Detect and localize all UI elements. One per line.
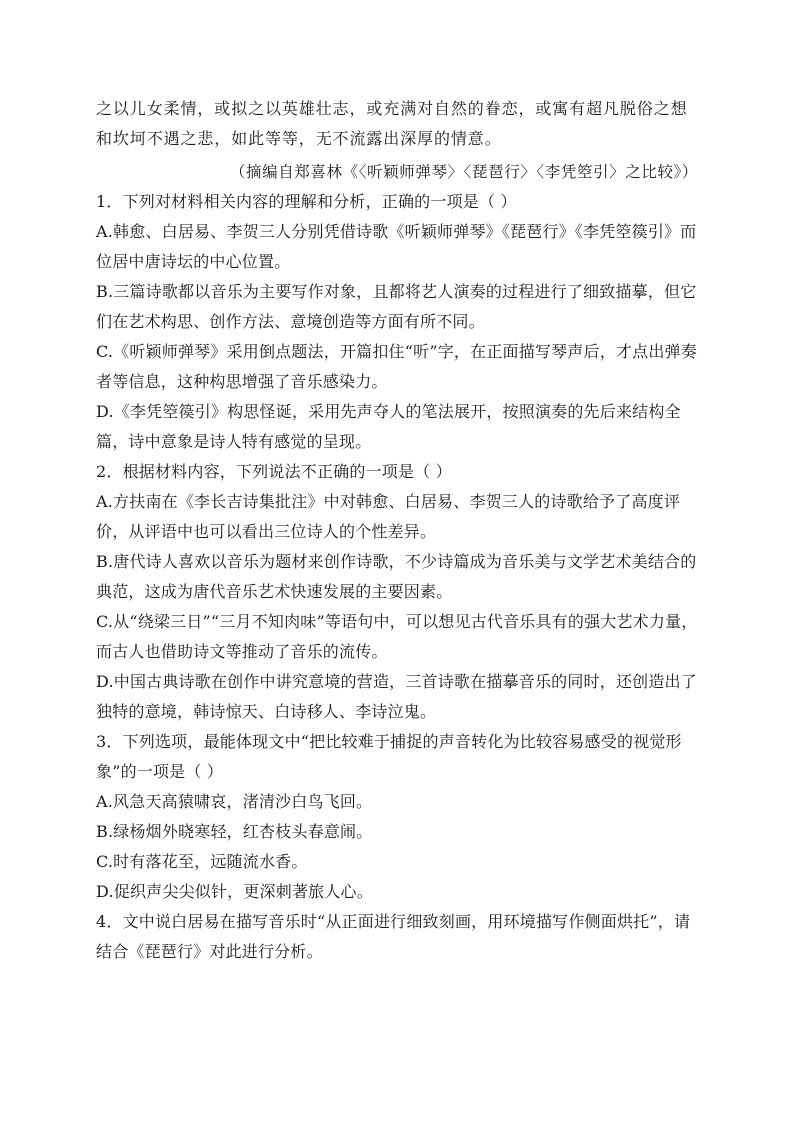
- option-c: C.从“绕梁三日”“三月不知肉味”等语句中，可以想见古代音乐具有的强大艺术力量，而古人也借助诗文等推动了音乐的流传。: [96, 612, 698, 661]
- document-content: [96, 0, 698, 967]
- option-b: B.唐代诗人喜欢以音乐为题材来创作诗歌，不少诗篇成为音乐美与文学艺术美结合的典范，这成为唐代音乐艺术快速发展的主要因素。: [96, 552, 697, 601]
- option-d: D.中国古典诗歌在创作中讲究意境的营造，三首诗歌在描摹音乐的同时，还创造出了独特的意境，韩诗惊天、白诗移人、李诗泣鬼。: [96, 672, 697, 721]
- option-a: A.韩愈、白居易、李贺三人分别凭借诗歌《听颖师弹琴》《琵琶行》《李凭箜篌引》而位居中唐诗坛的中心位置。: [96, 222, 697, 271]
- question-stem: 2．根据材料内容，下列说法不正确的一项是（ ）: [96, 462, 452, 481]
- option-d: D.《李凭箜篌引》构思怪诞，采用先声夺人的笔法展开，按照演奏的先后来结构全篇，诗中意象是诗人特有感觉的呈现。: [96, 402, 681, 451]
- option-a: A.方扶南在《李长吉诗集批注》中对韩愈、白居易、李贺三人的诗歌给予了高度评价，从评语中也可以看出三位诗人的个性差异。: [96, 492, 681, 541]
- option-b: B.三篇诗歌都以音乐为主要写作对象，且都将艺人演奏的过程进行了细致描摹，但它们在艺术构思、创作方法、意境创造等方面有所不同。: [96, 282, 697, 331]
- question-4: [96, 907, 698, 967]
- source-citation: （摘编自郑喜林《〈听颖师弹琴〉〈琵琶行〉〈李凭箜引〉之比较》）: [229, 163, 698, 181]
- option-c: C.时有落花至，远随流水香。: [96, 852, 308, 871]
- option-b: B.绿杨烟外晓寒轻，红杏枝头春意闹。: [96, 822, 373, 841]
- question-stem: 4．文中说白居易在描写音乐时“从正面进行细致刻画，用环境描写作侧面烘托”，请结合《琵琶行》对此进行分析。: [96, 912, 691, 961]
- question-3: [96, 727, 698, 907]
- question-stem: 1．下列对材料相关内容的理解和分析，正确的一项是（ ）: [96, 192, 517, 211]
- question-stem: 3．下列选项，最能体现文中“把比较难于捕捉的声音转化为比较容易感受的视觉形象”的一项是（ ）: [96, 732, 682, 781]
- question-2: [96, 457, 698, 727]
- passage-ending: 之以儿女柔情，或拟之以英雄壮志，或充满对自然的眷恋，或寓有超凡脱俗之想和坎坷不遇之悲，如此等等，无不流露出深厚的情意。: [96, 99, 688, 148]
- option-c: C.《听颖师弹琴》采用倒点题法，开篇扣住“听”字，在正面描写琴声后，才点出弹奏者等信息，这种构思增强了音乐感染力。: [96, 342, 697, 391]
- option-a: A.风急天高猿啸哀，渚清沙白鸟飞回。: [96, 792, 373, 811]
- question-1: [96, 187, 698, 457]
- option-d: D.促织声尖尖似针，更深刺著旅人心。: [96, 882, 373, 901]
